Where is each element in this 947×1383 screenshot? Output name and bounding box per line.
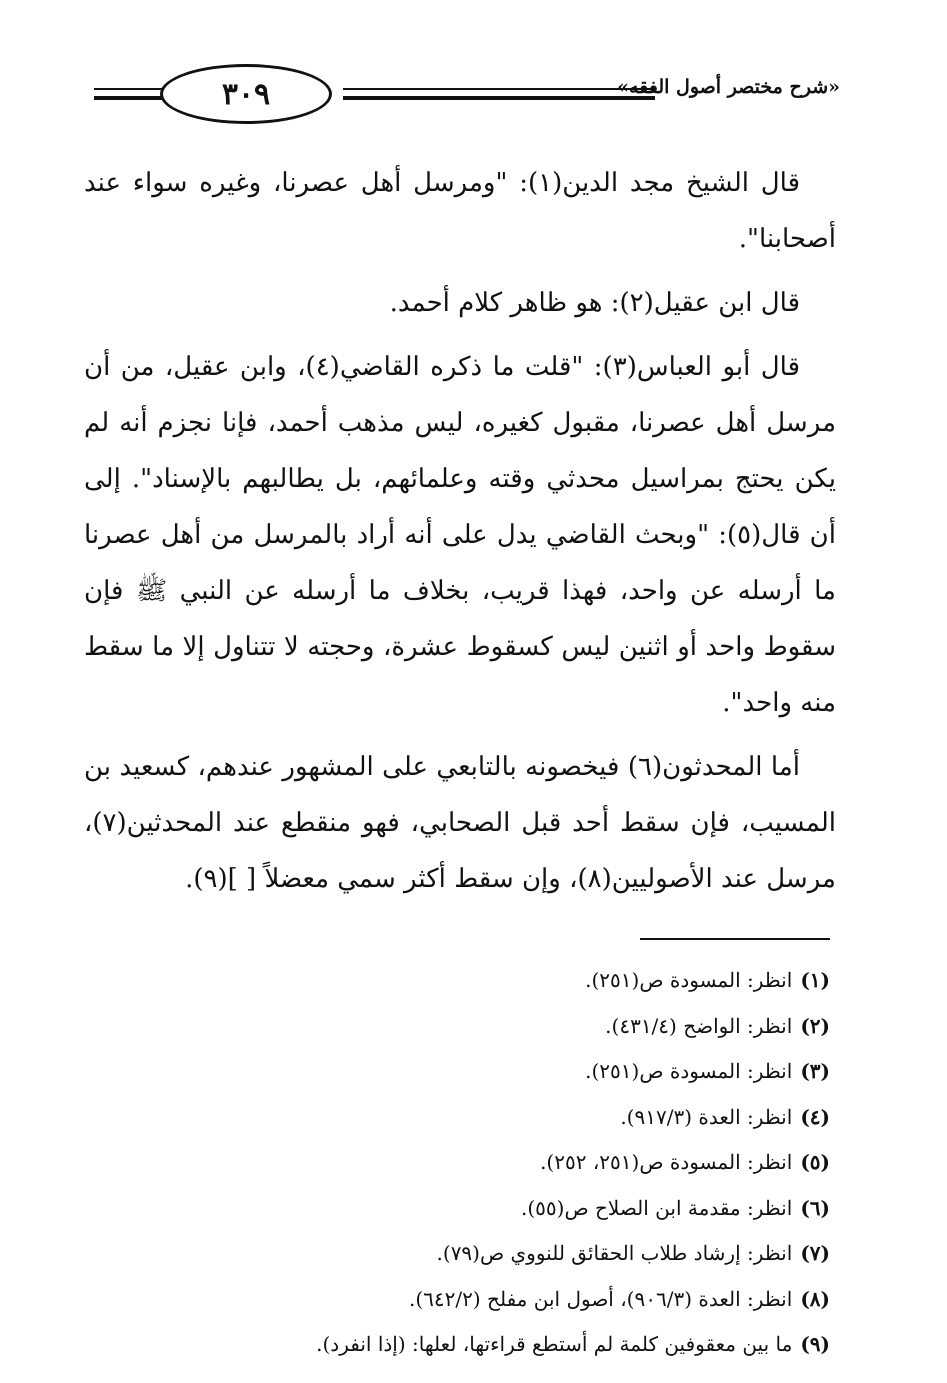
- footnote: [84, 1231, 836, 1277]
- paragraph: قال أبو العباس(٣): "قلت ما ذكره القاضي(٤)، وابن عقيل، من أن مرسل أهل عصرنا، مقبول كغيره، ليس مذهب أحمد، فإنا نجزم أنه لم يكن يحتج بمراسيل محدثي وقته وعلمائهم، بل يطالبهم بالإسناد". إلى أن قال(٥): "وبحث القاضي يدل على أنه أراد بالمرسل من أهل عصرنا ما أرسله عن واحد، فهذا قريب، بخلاف ما أرسله عن النبي ﷺ فإن سقوط واحد أو اثنين ليس كسقوط عشرة، وحجته لا تتناول إلا ما سقط منه واحد".: [84, 352, 836, 718]
- footnote-number: (٩): [800, 1332, 830, 1356]
- footnote-text: انظر: المسودة ص(٢٥١).: [585, 968, 793, 992]
- paragraph: قال ابن عقيل(٢): هو ظاهر كلام أحمد.: [389, 288, 800, 318]
- footnote-text: انظر: مقدمة ابن الصلاح ص(٥٥).: [520, 1195, 793, 1220]
- header-rule: [343, 88, 655, 90]
- footnote: [84, 1186, 836, 1232]
- footnote: [84, 1277, 836, 1323]
- footnote-number: (٥): [800, 1150, 830, 1174]
- footnote-text: ما بين معقوفين كلمة لم أستطع قراءتها، لعلها: (إذا انفرد).: [316, 1332, 793, 1356]
- footnote: [84, 1004, 836, 1050]
- page-number: ٣٠٩: [160, 64, 332, 124]
- footnote-text: انظر: العدة (٩٠٦/٣)، أصول ابن مفلح (٦٤٢/٢).: [408, 1286, 793, 1311]
- footnote: [84, 1095, 836, 1141]
- footnote: [84, 958, 836, 1004]
- footnote: [84, 1322, 836, 1368]
- footnote-number: (٤): [800, 1104, 830, 1129]
- footnote-text: انظر: العدة (٩١٧/٣).: [620, 1104, 793, 1129]
- footnote-number: (٦): [800, 1195, 830, 1220]
- footnotes: [84, 958, 836, 1368]
- footnote-text: انظر: المسودة ص(٢٥١).: [585, 1059, 793, 1083]
- paragraph: قال الشيخ مجد الدين(١): "ومرسل أهل عصرنا، وغيره سواء عند أصحابنا".: [84, 168, 836, 254]
- footnote-number: (٣): [800, 1059, 830, 1083]
- footnote-separator: [640, 938, 830, 940]
- footnote-text: انظر: المسودة ص(٢٥١، ٢٥٢).: [540, 1150, 793, 1174]
- footnote-text: انظر: إرشاد طلاب الحقائق للنووي ص(٧٩).: [436, 1241, 793, 1265]
- footnote-number: (١): [800, 968, 830, 992]
- page-header: [88, 60, 840, 130]
- footnote-number: (٧): [800, 1241, 830, 1265]
- header-rule: [343, 96, 655, 100]
- paragraph: أما المحدثون(٦) فيخصونه بالتابعي على المشهور عندهم، كسعيد بن المسيب، فإن سقط أحد قبل الصحابي، فهو منقطع عند المحدثين(٧)، مرسل عند الأصوليين(٨)، وإن سقط أكثر سمي معضلاً [ ](٩).: [84, 752, 836, 894]
- main-text: [84, 155, 836, 907]
- footnote-text: انظر: الواضح (٤٣١/٤).: [605, 1013, 793, 1038]
- footnote-number: (٨): [800, 1286, 830, 1311]
- footnote-number: (٢): [800, 1013, 830, 1038]
- footnote: [84, 1140, 836, 1186]
- running-title: «شرح مختصر أصول الفقه»: [617, 76, 840, 98]
- footnote: [84, 1049, 836, 1095]
